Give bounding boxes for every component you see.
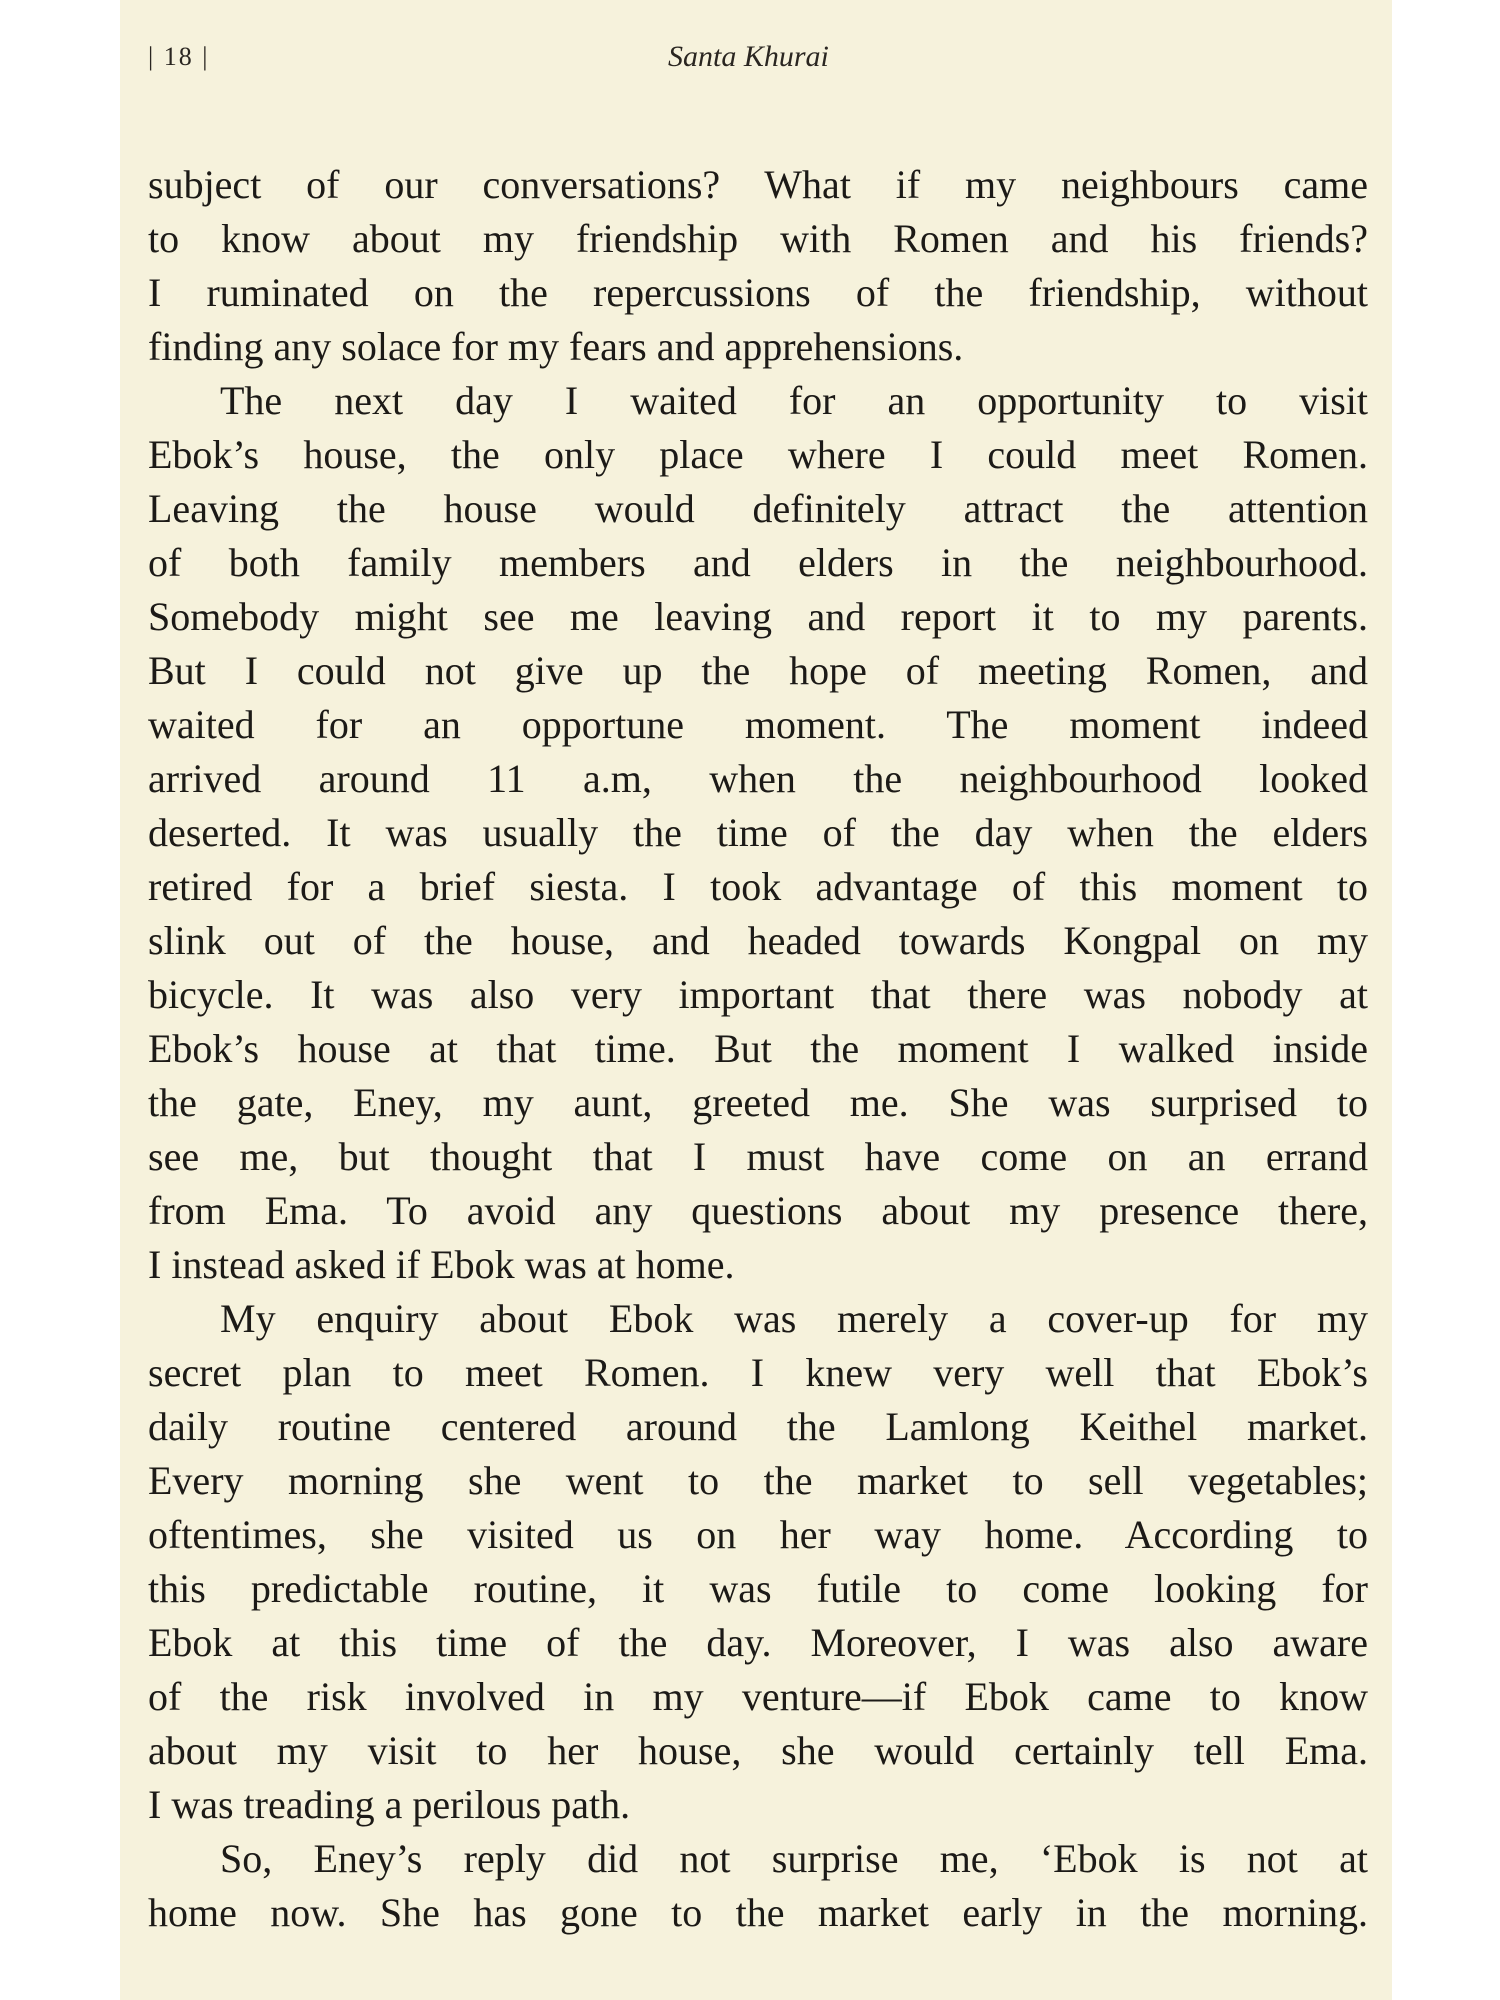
text-line: I was treading a perilous path. xyxy=(148,1782,631,1827)
text-line: home now. She has gone to the market early in the morning. xyxy=(148,1890,1368,1935)
text-line: bicycle. It was also very important that there was nobody at xyxy=(148,972,1368,1017)
book-page xyxy=(120,0,1392,2000)
text-line: waited for an opportune moment. The moment indeed xyxy=(148,702,1368,747)
text-line: I instead asked if Ebok was at home. xyxy=(148,1242,735,1287)
text-line: deserted. It was usually the time of the day when the elders xyxy=(148,810,1368,855)
text-line: Leaving the house would definitely attract the attention xyxy=(148,486,1368,531)
text-line: oftentimes, she visited us on her way home. According to xyxy=(148,1512,1368,1557)
text-line: subject of our conversations? What if my neighbours came xyxy=(148,162,1368,207)
text-line: I ruminated on the repercussions of the friendship, without xyxy=(148,270,1368,315)
body-text xyxy=(148,158,1368,1940)
text-line: The next day I waited for an opportunity to visit xyxy=(220,378,1368,423)
text-line: the gate, Eney, my aunt, greeted me. She was surprised to xyxy=(148,1080,1368,1125)
text-line: about my visit to her house, she would certainly tell Ema. xyxy=(148,1728,1368,1773)
text-line: Ebok at this time of the day. Moreover, I was also aware xyxy=(148,1620,1368,1665)
text-line: Every morning she went to the market to sell vegetables; xyxy=(148,1458,1368,1503)
text-line: of both family members and elders in the neighbourhood. xyxy=(148,540,1368,585)
text-line: daily routine centered around the Lamlong Keithel market. xyxy=(148,1404,1368,1449)
text-line: So, Eney’s reply did not surprise me, ‘Ebok is not at xyxy=(220,1836,1368,1881)
text-line: Ebok’s house at that time. But the moment I walked inside xyxy=(148,1026,1368,1071)
running-head xyxy=(148,40,1392,80)
text-line: Ebok’s house, the only place where I could meet Romen. xyxy=(148,432,1368,477)
page-number: | 18 | xyxy=(148,42,210,71)
text-line: of the risk involved in my venture—if Ebok came to know xyxy=(148,1674,1368,1719)
text-line: slink out of the house, and headed towards Kongpal on my xyxy=(148,918,1368,963)
text-line: My enquiry about Ebok was merely a cover-up for my xyxy=(220,1296,1368,1341)
text-line: retired for a brief siesta. I took advantage of this moment to xyxy=(148,864,1368,909)
text-line: finding any solace for my fears and apprehensions. xyxy=(148,324,964,369)
text-line: see me, but thought that I must have come on an errand xyxy=(148,1134,1368,1179)
text-line: arrived around 11 a.m, when the neighbourhood looked xyxy=(148,756,1368,801)
text-line: this predictable routine, it was futile to come looking for xyxy=(148,1566,1368,1611)
text-line: Somebody might see me leaving and report it to my parents. xyxy=(148,594,1368,639)
text-line: from Ema. To avoid any questions about my presence there, xyxy=(148,1188,1368,1233)
text-line: to know about my friendship with Romen and his friends? xyxy=(148,216,1368,261)
running-head-author: Santa Khurai xyxy=(668,40,829,73)
text-line: secret plan to meet Romen. I knew very well that Ebok’s xyxy=(148,1350,1368,1395)
text-line: But I could not give up the hope of meeting Romen, and xyxy=(148,648,1368,693)
